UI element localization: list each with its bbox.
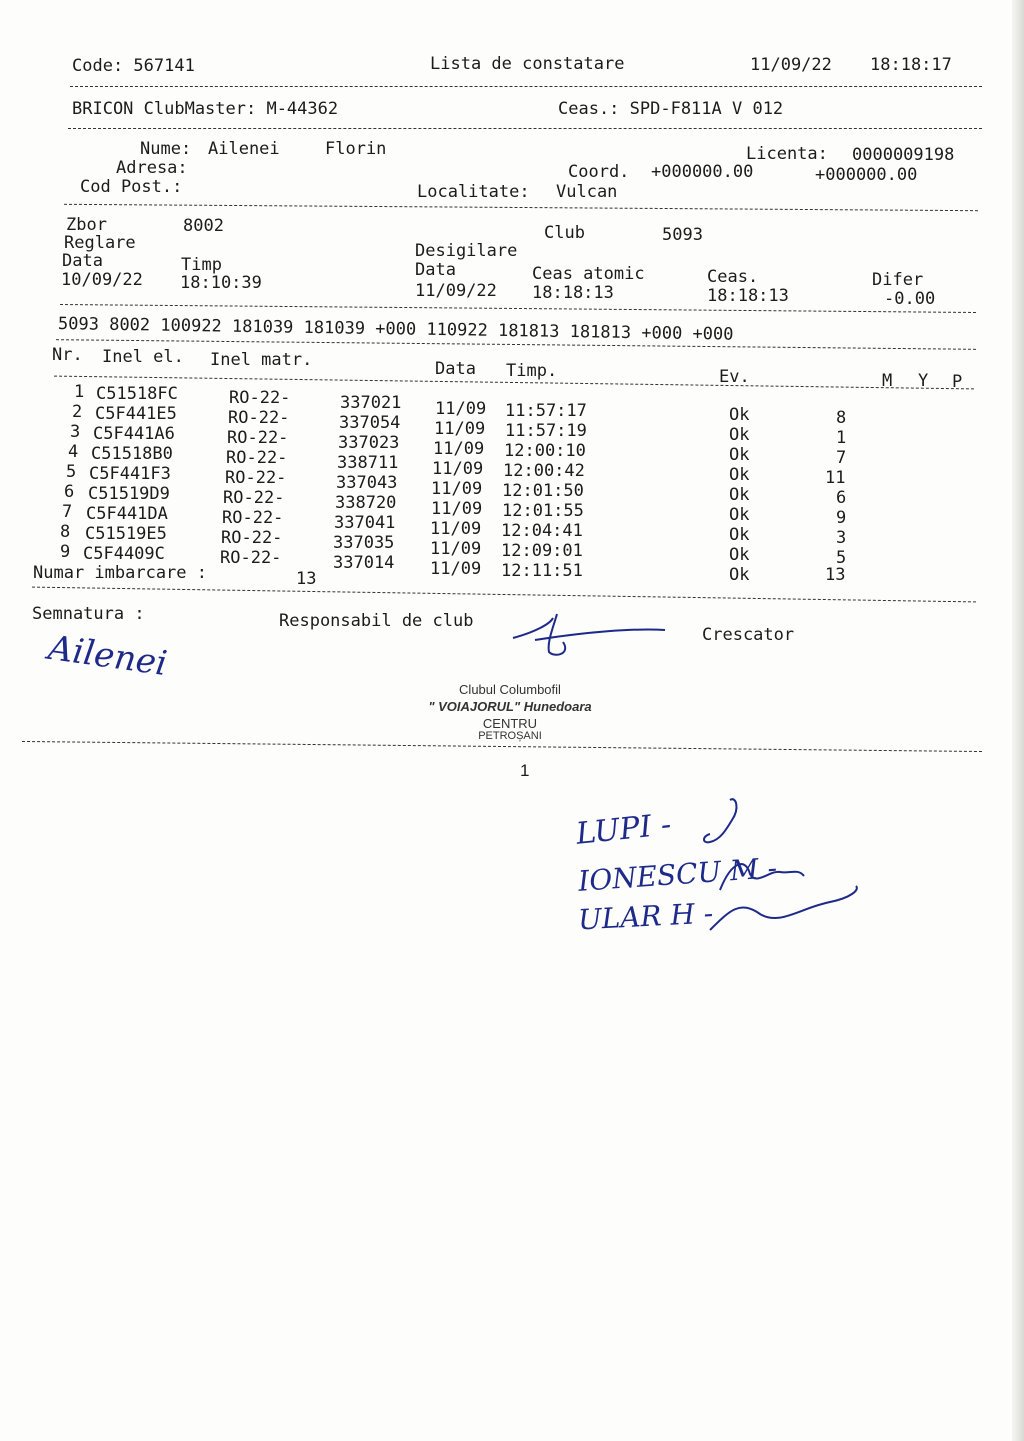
owner-signature: Ailenei [45,627,170,685]
row-rank: 1 [836,428,847,448]
row-inel-el: C5F441DA [86,504,168,524]
row-inel-number: 337021 [340,393,402,413]
row-inel-el: C5F4409C [83,544,165,564]
total-label: Numar imbarcare : [33,563,207,583]
row-time: 12:01:50 [502,481,584,501]
stamp-line: " VOIAJORUL" Hunedoara [428,699,592,714]
zbor-value: 8002 [183,216,224,236]
row-time: 12:01:55 [502,501,584,521]
divider [64,204,978,211]
club-signature-icon [505,612,675,662]
col-inel-matr: Inel matr. [210,350,313,370]
row-inel-prefix: RO-22- [221,528,283,548]
reglare-date-label: Data [62,251,103,271]
row-inel-number: 337023 [338,433,400,453]
coord-y: +000000.00 [815,165,918,185]
row-inel-el: C5F441E5 [95,404,177,424]
handwritten-initials-icon [680,790,870,940]
row-date: 11/09 [433,439,485,459]
row-nr: 4 [68,442,79,462]
row-ev: Ok [729,505,750,525]
col-nr: Nr. [52,345,83,365]
row-inel-number: 338711 [337,453,399,473]
row-time: 11:57:17 [505,401,587,421]
row-inel-el: C51518B0 [91,444,173,464]
row-inel-number: 337035 [333,533,395,553]
row-ev: Ok [729,425,750,445]
row-date: 11/09 [432,459,484,479]
handwritten-note: ULAR H - [577,896,714,937]
device-label: BRICON ClubMaster: M-44362 [72,99,339,119]
row-nr: 9 [60,542,71,562]
print-time: 18:18:17 [870,55,952,75]
divider [32,587,976,603]
divider [70,86,982,87]
row-nr: 1 [74,382,85,402]
row-inel-prefix: RO-22- [225,468,287,488]
row-inel-prefix: RO-22- [226,448,288,468]
print-date: 11/09/22 [750,55,832,75]
zbor-label: Zbor [66,215,107,235]
coord-label: Coord. [568,162,630,182]
row-ev: Ok [729,405,750,425]
row-rank: 13 [825,565,846,585]
license-value: 0000009198 [852,145,955,165]
atomic-clock-label: Ceas atomic [532,264,645,284]
row-ev: Ok [729,545,750,565]
code-label: Code: 567141 [72,56,195,76]
row-rank: 6 [836,488,847,508]
club-value: 5093 [662,225,703,245]
row-nr: 8 [60,522,71,542]
col-data: Data [435,359,476,379]
row-inel-el: C51518FC [96,384,178,404]
row-inel-el: C51519E5 [85,524,167,544]
difer-value: -0.00 [884,289,936,309]
row-inel-el: C5F441F3 [89,464,171,484]
ceas-label: Ceas. [707,267,759,287]
row-ev: Ok [729,465,750,485]
row-date: 11/09 [430,559,482,579]
row-rank: 7 [836,448,847,468]
address-label: Adresa: [116,158,188,178]
row-rank: 3 [836,528,847,548]
ceas-time: 18:18:13 [707,286,789,306]
row-inel-prefix: RO-22- [220,548,282,568]
row-date: 11/09 [430,539,482,559]
row-rank: 5 [836,548,847,568]
col-inel-el: Inel el. [102,347,184,367]
row-inel-el: C5F441A6 [93,424,175,444]
name-label: Nume: [140,139,192,159]
row-inel-number: 337043 [336,473,398,493]
postal-label: Cod Post.: [80,177,183,197]
row-date: 11/09 [435,399,487,419]
document-title: Lista de constatare [430,54,625,74]
row-inel-prefix: RO-22- [229,388,291,408]
responsabil-label: Responsabil de club [279,611,474,631]
row-nr: 3 [70,422,81,442]
stamp-line: Clubul Columbofil [459,682,561,697]
row-nr: 6 [64,482,75,502]
row-inel-prefix: RO-22- [227,428,289,448]
divider [60,304,976,313]
reglare-time: 18:10:39 [180,273,262,293]
row-date: 11/09 [434,419,486,439]
locality-value: Vulcan [556,182,618,202]
row-inel-prefix: RO-22- [228,408,290,428]
stamp-line: CENTRU [482,716,538,731]
clock-label: Ceas.: SPD-F811A V 012 [558,99,784,119]
row-nr: 2 [72,402,83,422]
row-rank: 8 [836,408,847,428]
row-ev: Ok [729,485,750,505]
row-time: 12:00:42 [503,461,585,481]
owner-first-name: Ailenei [208,139,280,159]
col-p: P [952,372,963,392]
row-inel-number: 338720 [335,493,397,513]
row-inel-prefix: RO-22- [223,488,285,508]
row-time: 12:04:41 [501,521,583,541]
desigilare-label: Desigilare [415,241,518,261]
page-number: 1 [520,761,530,780]
club-label: Club [544,223,585,243]
coord-x: +000000.00 [651,162,754,182]
difer-label: Difer [872,270,924,290]
col-y: Y [918,371,929,391]
row-nr: 5 [66,462,77,482]
row-time: 12:09:01 [501,541,583,561]
handwritten-note: LUPI - [574,807,673,852]
reglare-date: 10/09/22 [61,270,143,290]
paper-edge-shadow [1012,0,1024,1441]
row-ev: Ok [729,565,750,585]
col-ev: Ev. [719,367,750,387]
col-timp: Timp. [506,361,558,381]
row-inel-number: 337041 [334,513,396,533]
flight-code-line: 5093 8002 100922 181039 181039 +000 110922 181813 181813 +000 +000 [57,314,734,345]
row-date: 11/09 [430,519,482,539]
row-time: 11:57:19 [505,421,587,441]
divider [68,128,982,129]
reglare-label: Reglare [64,233,136,253]
handwritten-note: IONESCU M - [577,851,779,898]
desig-date: 11/09/22 [415,281,497,301]
row-time: 12:11:51 [501,561,583,581]
owner-last-name: Florin [325,139,387,159]
row-inel-el: C51519D9 [88,484,170,504]
crescator-label: Crescator [702,625,795,645]
license-label: Licenta: [746,144,828,164]
row-time: 12:00:10 [504,441,586,461]
row-inel-number: 337054 [339,413,401,433]
club-stamp [405,681,615,745]
row-rank: 11 [825,468,846,488]
atomic-time: 18:18:13 [532,283,614,303]
row-nr: 7 [62,502,73,522]
desig-date-label: Data [415,260,456,280]
stamp-line: PETROȘANI [478,730,542,742]
row-date: 11/09 [431,479,483,499]
reglare-time-label: Timp [181,255,222,275]
col-m: M [882,371,893,391]
row-inel-prefix: RO-22- [222,508,284,528]
row-ev: Ok [729,445,750,465]
signature-label: Semnatura : [32,604,145,624]
locality-label: Localitate: [417,182,530,202]
row-inel-number: 337014 [333,553,395,573]
row-ev: Ok [729,525,750,545]
total-value: 13 [296,569,317,589]
row-date: 11/09 [431,499,483,519]
row-rank: 9 [836,508,847,528]
